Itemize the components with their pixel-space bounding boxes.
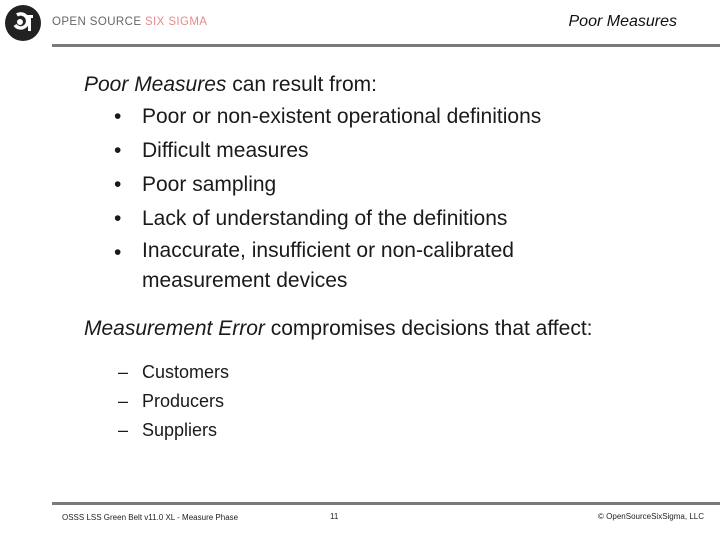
list-item (84, 100, 704, 134)
bullet-icon: • (114, 207, 122, 230)
list-item (84, 134, 704, 168)
slide-header (0, 0, 720, 48)
list-item-text: Poor sampling (142, 173, 277, 196)
slide-content (84, 70, 704, 445)
section2 (84, 314, 704, 445)
list-item (84, 358, 704, 387)
list-item-text: Producers (142, 391, 225, 411)
footer-course: OSSS LSS Green Belt v11.0 XL - Measure Phase (62, 513, 239, 522)
list-item (84, 236, 704, 296)
six-sigma-logo-icon (4, 4, 42, 42)
affected-list (84, 358, 704, 445)
bullet-icon: • (114, 241, 122, 264)
bullet-icon: • (114, 105, 122, 128)
list-item-continuation: measurement devices (142, 269, 348, 292)
section2-lead-emph: Measurement Error (84, 317, 265, 340)
section2-lead-rest: compromises decisions that affect: (264, 317, 593, 340)
list-item (84, 416, 704, 445)
list-item-text: Poor or non-existent operational definitions (142, 105, 542, 128)
footer-copyright: © OpenSourceSixSigma, LLC (598, 512, 704, 521)
list-item-text: Suppliers (142, 420, 218, 440)
bullet-icon: • (114, 173, 122, 196)
cause-list (84, 100, 704, 296)
slide-title: Poor Measures (568, 13, 677, 30)
header-divider (52, 44, 720, 47)
list-item-text: Lack of understanding of the definitions (142, 207, 508, 230)
list-item-text: Customers (142, 362, 230, 382)
section1-lead (84, 70, 704, 100)
bullet-icon: • (114, 139, 122, 162)
footer-divider (52, 502, 720, 505)
list-item (84, 168, 704, 202)
list-item (84, 387, 704, 416)
list-item (84, 202, 704, 236)
brand-main: OPEN SOURCE (52, 16, 145, 28)
list-item-text: Difficult measures (142, 139, 309, 162)
dash-icon: – (118, 420, 129, 440)
list-item-text: Inaccurate, insufficient or non-calibrated (142, 239, 514, 262)
section1-lead-rest: can result from: (226, 73, 377, 96)
section2-lead (84, 314, 704, 344)
brand-wordmark (52, 16, 207, 28)
dash-icon: – (118, 362, 129, 382)
section1-lead-emph: Poor Measures (84, 73, 227, 96)
brand-accent: SIX SIGMA (144, 16, 208, 28)
dash-icon: – (118, 391, 129, 411)
footer-page-number: 11 (330, 512, 339, 521)
